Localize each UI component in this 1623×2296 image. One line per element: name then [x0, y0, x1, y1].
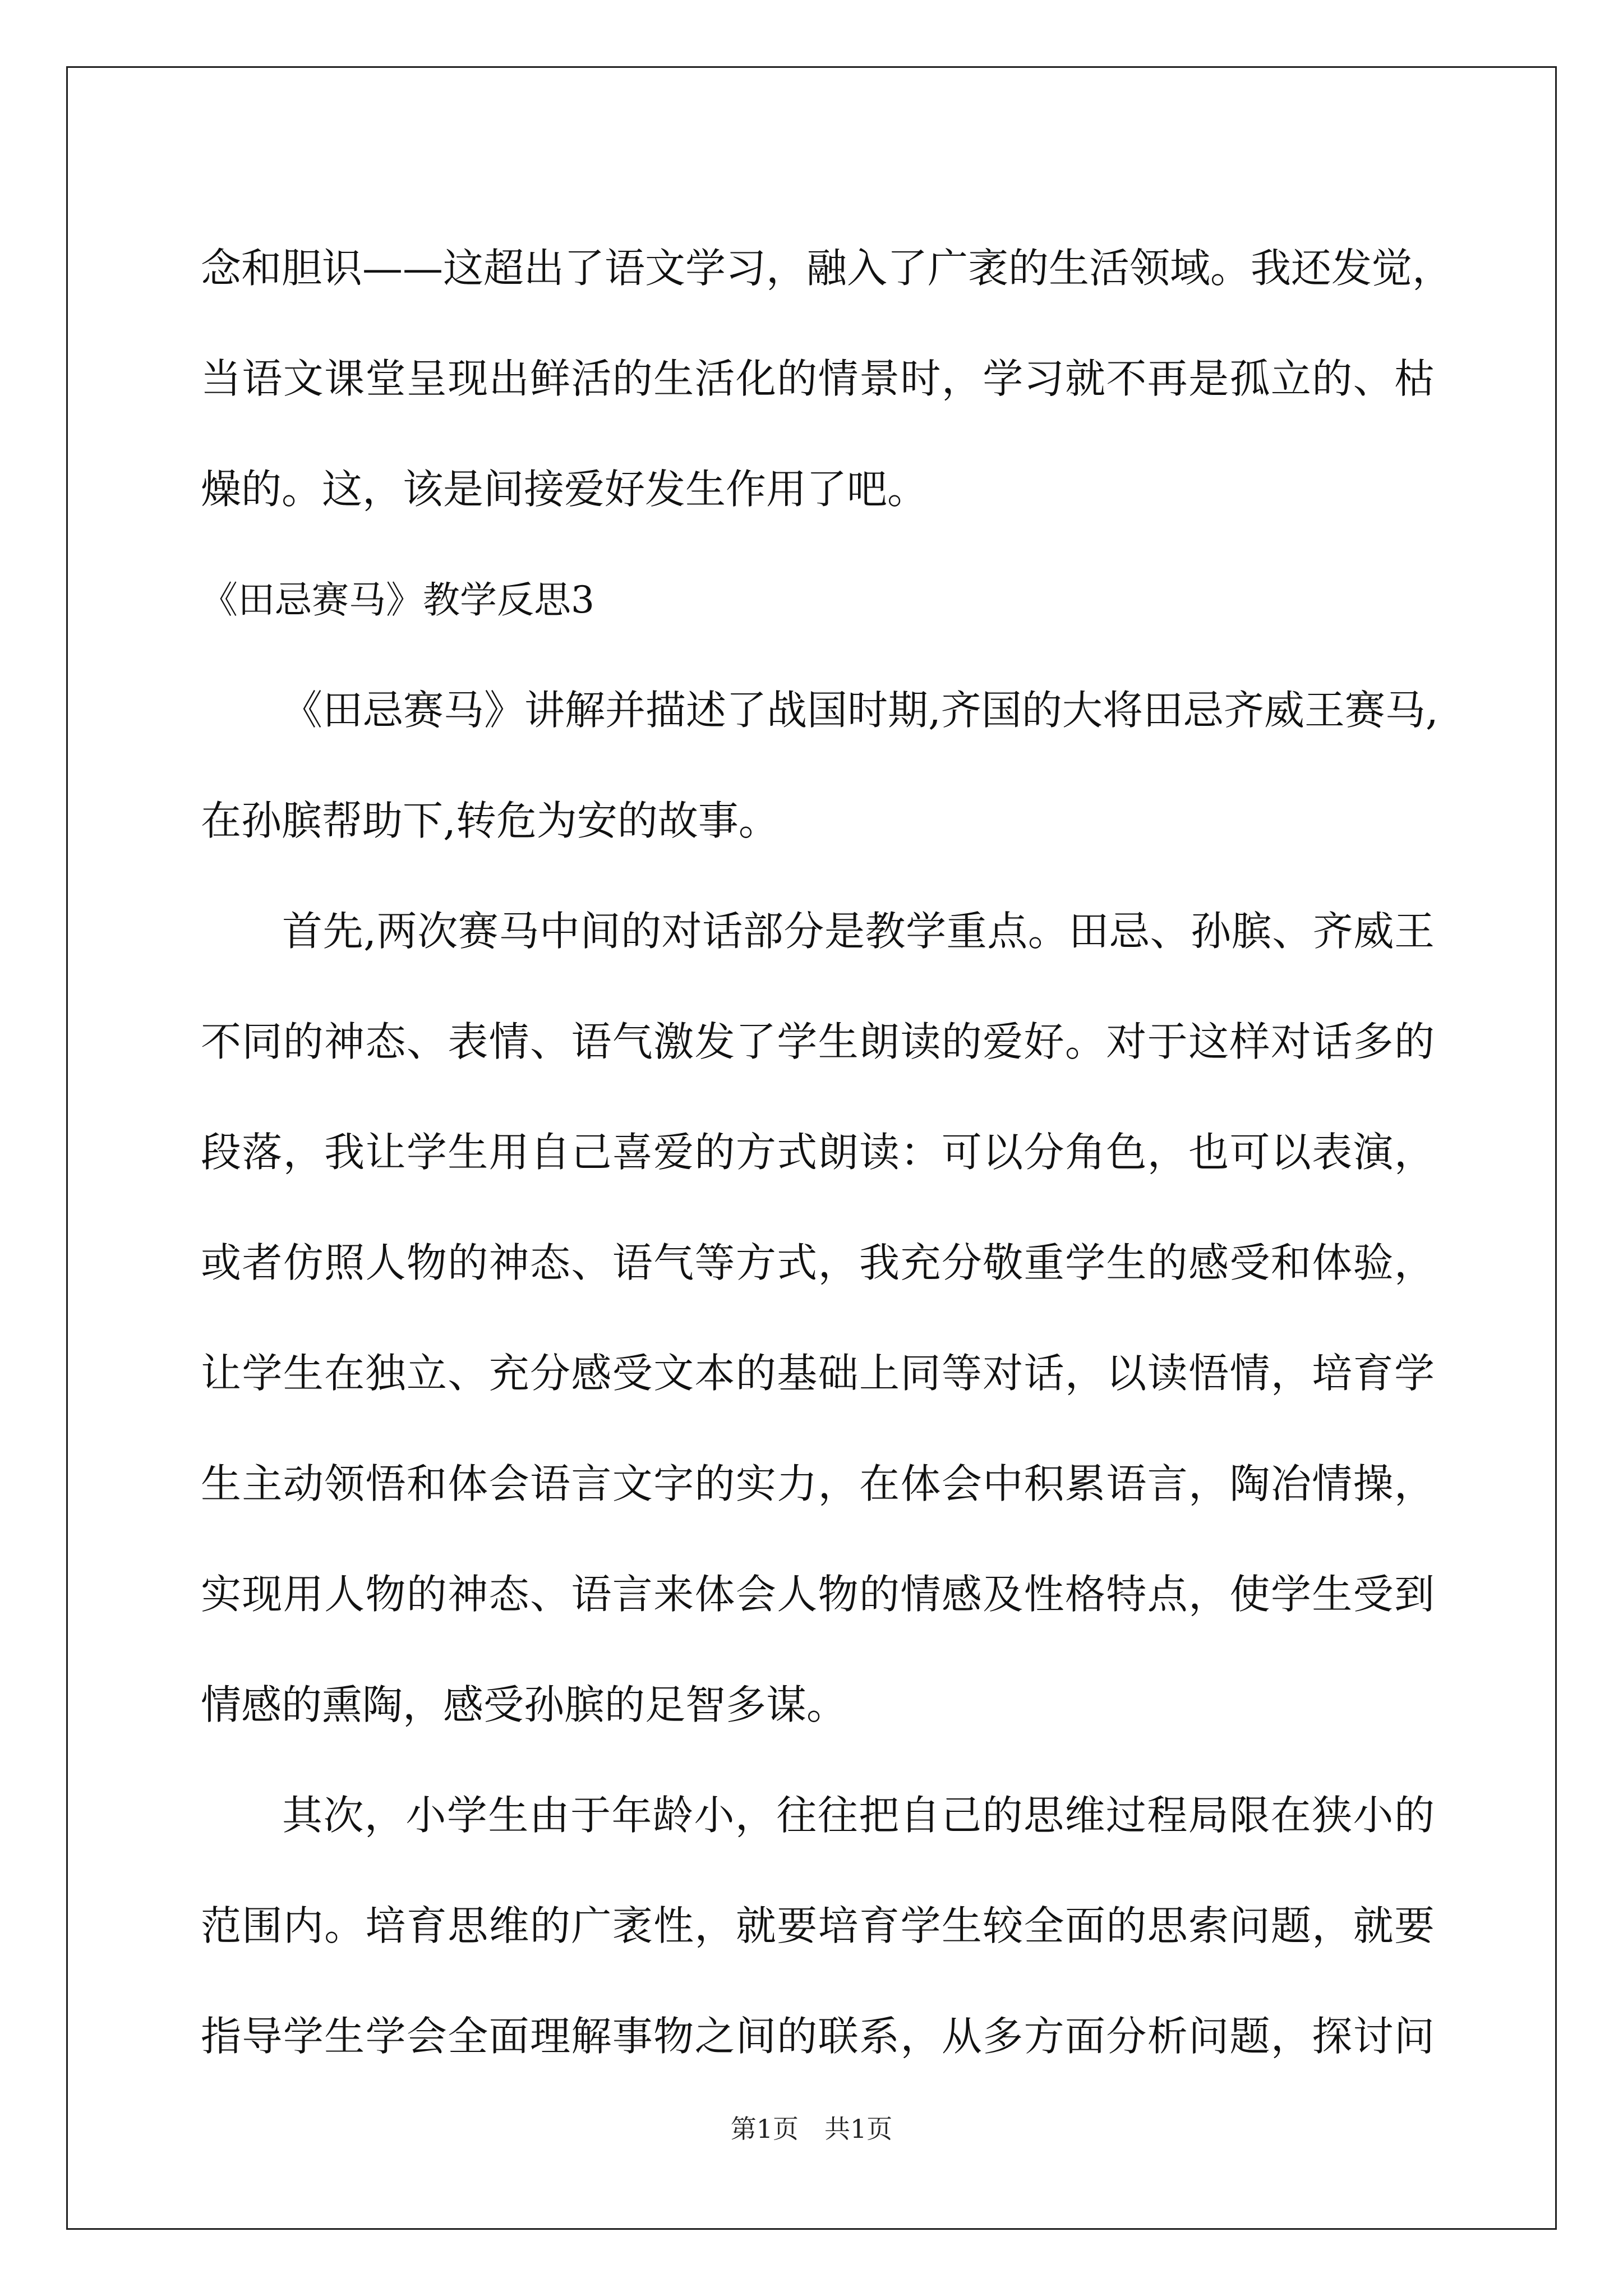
text-line: 情感的熏陶，感受孙膑的足智多谋。	[201, 1681, 847, 1728]
text-line: 在孙膑帮助下,转危为安的故事。	[201, 797, 779, 844]
page-number-footer: 第1页 共1页	[730, 2114, 893, 2144]
text-line: 燥的。这，该是间接爱好发生作用了吧。	[201, 466, 928, 513]
text-line: 生主动领悟和体会语言文字的实力，在体会中积累语言，陶冶情操，	[201, 1460, 1435, 1507]
text-line: 首先,两次赛马中间的对话部分是教学重点。田忌、孙膑、齐威王	[282, 908, 1435, 955]
text-line: 段落，我让学生用自己喜爱的方式朗读：可以分角色，也可以表演，	[201, 1129, 1435, 1176]
text-line: 或者仿照人物的神态、语气等方式，我充分敬重学生的感受和体验，	[201, 1239, 1435, 1286]
text-line: 《田忌赛马》讲解并描述了战国时期,齐国的大将田忌齐威王赛马,	[282, 687, 1438, 734]
section-heading: 《田忌赛马》教学反思3	[201, 578, 594, 622]
text-line: 指导学生学会全面理解事物之间的联系，从多方面分析问题，探讨问	[201, 2013, 1435, 2060]
text-line: 其次，小学生由于年龄小，往往把自己的思维过程局限在狭小的	[282, 1792, 1435, 1839]
text-line: 实现用人物的神态、语言来体会人物的情感及性格特点，使学生受到	[201, 1571, 1435, 1618]
text-line: 当语文课堂呈现出鲜活的生活化的情景时，学习就不再是孤立的、枯	[201, 355, 1435, 402]
text-line: 念和胆识——这超出了语文学习，融入了广袤的生活领域。我还发觉，	[201, 245, 1453, 292]
text-line: 让学生在独立、充分感受文本的基础上同等对话，以读悟情，培育学	[201, 1350, 1435, 1397]
text-line: 范围内。培育思维的广袤性，就要培育学生较全面的思索问题，就要	[201, 1902, 1435, 1949]
document-body	[201, 213, 1453, 2092]
text-line: 不同的神态、表情、语气激发了学生朗读的爱好。对于这样对话多的	[201, 1018, 1435, 1065]
